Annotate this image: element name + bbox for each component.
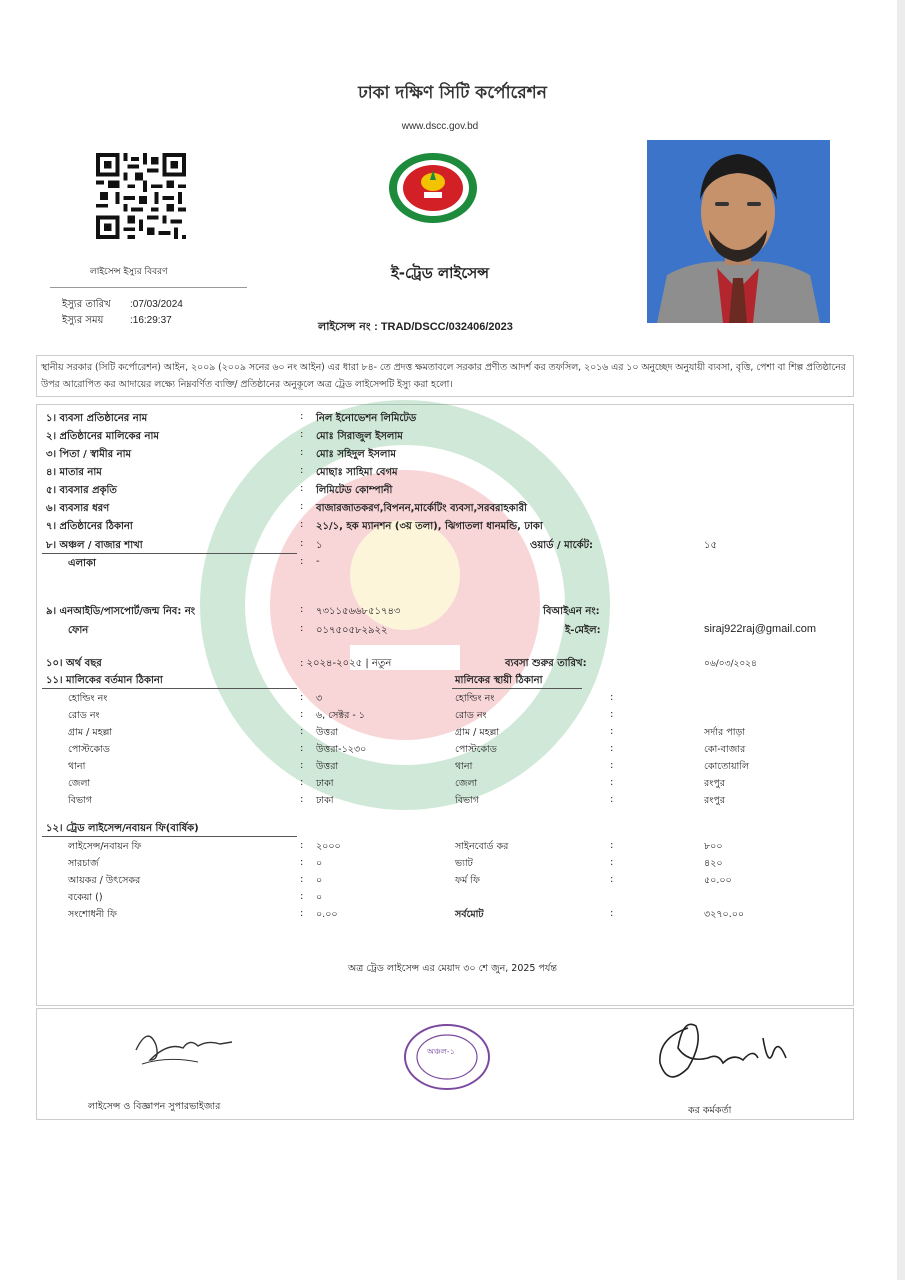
field-label: ৪। মাতার নাম xyxy=(46,467,102,478)
colon: : xyxy=(610,760,614,771)
fee-value: ০ xyxy=(316,858,323,869)
issue-date-label: ইস্যুর তারিখ xyxy=(62,299,111,310)
license-number-value: : TRAD/DSCC/032406/2023 xyxy=(374,321,513,333)
field-label: ৩। পিতা / স্বামীর নাম xyxy=(46,449,132,460)
colon: : xyxy=(300,840,304,851)
permanent-address-value: রংপুর xyxy=(704,795,725,806)
present-address-label: ১১। মালিকের বর্তমান ঠিকানা xyxy=(46,675,163,686)
colon: : xyxy=(610,709,614,720)
field-value: লিমিটেড কোম্পানী xyxy=(316,485,393,496)
fee-label: বকেয়া () xyxy=(68,892,103,903)
field-label: ৬। ব্যবসার ধরণ xyxy=(46,503,110,514)
nid-label: ৯। এনআইডি/পাসপোর্ট/জন্ম নিব: নং xyxy=(46,606,196,617)
colon: : xyxy=(610,908,614,919)
field-label: ৭। প্রতিষ্ঠানের ঠিকানা xyxy=(46,521,133,532)
colon: : xyxy=(300,692,304,703)
license-number-row xyxy=(318,318,513,337)
colon: : xyxy=(300,743,304,754)
fee-value: ৩২৭০.০০ xyxy=(704,909,745,920)
ward-value: ১৫ xyxy=(704,540,717,551)
colon: : xyxy=(610,874,614,885)
qr-code-icon xyxy=(95,153,187,239)
permanent-address-field: বিভাগ xyxy=(455,795,480,806)
divider xyxy=(50,287,247,288)
field-value: বাজারজাতকরণ,বিপনন,মার্কেটিং ব্যবসা,সরবরাহকারী xyxy=(316,503,527,514)
website-link[interactable]: www.dscc.gov.bd xyxy=(401,121,479,132)
fee-label: ভ্যাট xyxy=(455,858,473,869)
colon: : xyxy=(300,429,304,440)
fee-label: সর্বমোট xyxy=(455,909,484,920)
business-start-value: ০৬/০৩/২০২৪ xyxy=(704,659,757,669)
colon: : xyxy=(300,891,304,902)
fiscal-year-value: : ২০২৪-২০২৫ | নতুন xyxy=(300,658,392,669)
present-address-field: জেলা xyxy=(68,778,91,789)
present-address-value: ঢাকা xyxy=(316,778,334,789)
present-address-value: ঢাকা xyxy=(316,795,334,806)
area-label: এলাকা xyxy=(68,558,96,569)
field-label: ১। ব্যবসা প্রতিষ্ঠানের নাম xyxy=(46,413,148,424)
colon: : xyxy=(610,692,614,703)
validity-text: অত্র ট্রেড লাইসেন্স এর মেয়াদ ৩০ শে জুন, 2025 পর্যন্ত xyxy=(348,963,557,974)
ward-label: ওয়ার্ড / মার্কেট: xyxy=(530,540,594,551)
phone-label: ফোন xyxy=(68,625,89,636)
present-address-field: গ্রাম / মহল্লা xyxy=(68,727,113,738)
phone-value: ০১৭৫০৫৮২৯২২ xyxy=(316,625,388,636)
fee-value: ০.০০ xyxy=(316,909,338,920)
tax-officer-signature xyxy=(648,1008,798,1090)
colon: : xyxy=(610,840,614,851)
colon: : xyxy=(300,777,304,788)
permanent-address-value: রংপুর xyxy=(704,778,725,789)
fee-label: সংশোধনী ফি xyxy=(68,909,117,920)
colon: : xyxy=(300,411,304,422)
supervisor-label: লাইসেন্স ও বিজ্ঞাপন সুপারভাইজার xyxy=(88,1101,221,1112)
colon: : xyxy=(610,794,614,805)
present-address-value: ৬, সেক্টর - ১ xyxy=(316,710,365,721)
colon: : xyxy=(300,447,304,458)
colon: : xyxy=(300,604,304,615)
fee-value: ০ xyxy=(316,875,323,886)
fee-value: ০ xyxy=(316,892,323,903)
present-address-value: ৩ xyxy=(316,693,323,704)
colon: : xyxy=(300,501,304,512)
present-address-value: উত্তরা xyxy=(316,761,339,772)
divider xyxy=(42,688,297,689)
colon: : xyxy=(300,760,304,771)
colon: : xyxy=(300,538,304,549)
present-address-field: পোস্টকোড xyxy=(68,744,110,755)
fees-label: ১২। ট্রেড লাইসেন্স/নবায়ন ফি(বার্ষিক) xyxy=(46,823,199,834)
fee-value: ২০০০ xyxy=(316,841,341,852)
issue-info-label: লাইসেন্স ইস্যুর বিবরণ xyxy=(90,267,168,277)
permanent-address-field: হোল্ডিং নং xyxy=(455,693,495,704)
colon: : xyxy=(610,777,614,788)
permanent-address-value: সর্দার পাড়া xyxy=(704,727,746,738)
divider xyxy=(42,836,297,837)
field-value: মোঃ সহিদুল ইসলাম xyxy=(316,449,396,460)
zone-value: ১ xyxy=(316,540,323,551)
license-title: ই-ট্রেড লাইসেন্স xyxy=(390,264,490,282)
field-value: নিল ইনোভেশন লিমিটেড xyxy=(316,413,417,424)
owner-photo xyxy=(647,140,830,323)
business-start-label: ব্যবসা শুরুর তারিখ: xyxy=(505,658,587,669)
fee-label: সারচার্জ xyxy=(68,858,99,869)
permanent-address-field: জেলা xyxy=(455,778,478,789)
colon: : xyxy=(300,519,304,530)
issue-time-row xyxy=(62,313,172,330)
issue-date-row xyxy=(62,297,183,314)
present-address-field: রোড নং xyxy=(68,710,100,721)
area-value: - xyxy=(316,556,320,567)
tax-officer-label: কর কর্মকর্তা xyxy=(688,1105,732,1116)
fee-label: আয়কর / উৎসেকর xyxy=(68,875,141,886)
colon: : xyxy=(610,857,614,868)
present-address-value: উত্তরা xyxy=(316,727,339,738)
colon: : xyxy=(300,483,304,494)
permanent-address-label: মালিকের স্থায়ী ঠিকানা xyxy=(455,675,543,686)
colon: : xyxy=(300,709,304,720)
colon: : xyxy=(300,794,304,805)
colon: : xyxy=(300,874,304,885)
colon: : xyxy=(300,623,304,634)
field-label: ৫। ব্যবসার প্রকৃতি xyxy=(46,485,117,496)
fee-label: সাইনবোর্ড কর xyxy=(455,841,509,852)
present-address-value: উত্তরা-১২৩০ xyxy=(316,744,367,755)
bin-label: বিআইএন নং: xyxy=(543,606,600,617)
email-value: siraj922raj@gmail.com xyxy=(704,623,817,635)
supervisor-signature xyxy=(128,1020,238,1080)
corporation-title: ঢাকা দক্ষিণ সিটি কর্পোরেশন xyxy=(358,83,547,103)
license-number-label: লাইসেন্স নং xyxy=(318,320,371,333)
field-value: মোঃ সিরাজুল ইসলাম xyxy=(316,431,403,442)
divider xyxy=(42,553,297,554)
permanent-address-value: কো-বাজার xyxy=(704,744,746,755)
permanent-address-field: রোড নং xyxy=(455,710,487,721)
issue-time-value: :16:29:37 xyxy=(130,315,172,326)
permanent-address-field: থানা xyxy=(455,761,473,772)
present-address-field: বিভাগ xyxy=(68,795,93,806)
page-edge xyxy=(897,0,905,1280)
field-value: মোছাঃ সাহিমা বেগম xyxy=(316,467,398,478)
permanent-address-field: পোস্টকোড xyxy=(455,744,497,755)
field-label: ২। প্রতিষ্ঠানের মালিকের নাম xyxy=(46,431,159,442)
issue-date-value: :07/03/2024 xyxy=(130,299,183,310)
colon: : xyxy=(300,556,304,567)
permanent-address-field: গ্রাম / মহল্লা xyxy=(455,727,500,738)
colon: : xyxy=(300,726,304,737)
fee-value: ৪২০ xyxy=(704,858,723,869)
colon: : xyxy=(610,726,614,737)
stamp-text: অঞ্চল-১ xyxy=(427,1047,455,1056)
email-label: ই-মেইল: xyxy=(565,625,601,636)
colon: : xyxy=(300,857,304,868)
preamble-text: স্থানীয় সরকার (সিটি কর্পোরেশন) আইন, ২০০৯ (২০০৯ সনের ৬০ নং আইন) এর ধারা ৮৪- তে প্রদত্ত ক্ষমতাবলে সরকার প্রণীত আদর্শ কর তফসিল, ২০১৬ এর ১০ অনুচ্ছেদ অনুযায়ী ব্যবসা, বৃত্তি, পেশা বা শিল্প প্রতিষ্ঠানের উপর আরোপিত কর আদায়ের লক্ষ্যে নিম্নবর্ণিত ব্যক্তি/ প্রতিষ্ঠানের অনুকূলে অত্র ট্রেড লাইসেন্সটি ইস্যু করা হলো। xyxy=(36,355,854,397)
fiscal-year-label: ১০। অর্থ বছর xyxy=(46,658,102,669)
zone-label: ৮। অঞ্চল / বাজার শাখা xyxy=(46,540,143,551)
fee-label: ফর্ম ফি xyxy=(455,875,480,886)
present-address-field: থানা xyxy=(68,761,86,772)
fee-value: ৮০০ xyxy=(704,841,723,852)
dscc-logo-icon xyxy=(388,152,478,224)
permanent-address-value: কোতোয়ালি xyxy=(704,761,750,772)
colon: : xyxy=(610,743,614,754)
issue-time-label: ইস্যুর সময় xyxy=(62,315,104,326)
field-value: ২১/১, হক ম্যানশন (৩য় তলা), ঝিগাতলা ধানমন্ডি, ঢাকা xyxy=(316,521,543,532)
fee-label: লাইসেন্স/নবায়ন ফি xyxy=(68,841,142,852)
colon: : xyxy=(300,465,304,476)
nid-value: ৭৩১১৫৬৬৮৫১৭৪৩ xyxy=(316,606,401,617)
present-address-field: হোল্ডিং নং xyxy=(68,693,108,704)
colon: : xyxy=(300,908,304,919)
divider xyxy=(452,688,582,689)
fee-value: ৫০.০০ xyxy=(704,875,732,886)
